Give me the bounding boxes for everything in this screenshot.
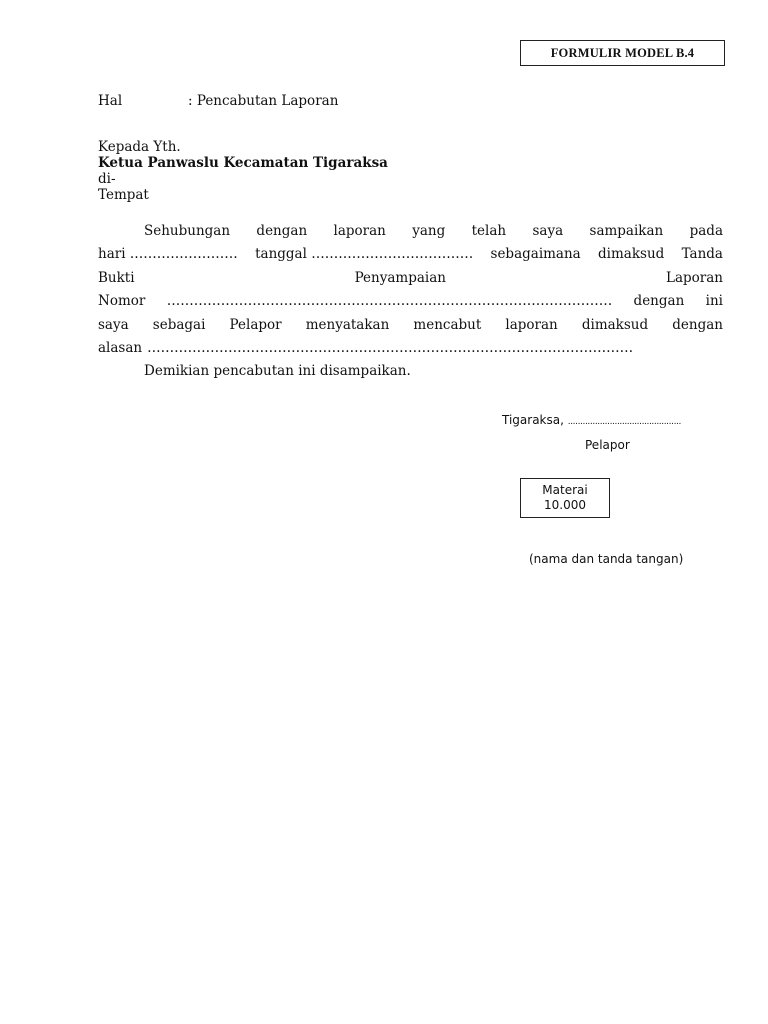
body-word: laporan [333, 223, 386, 239]
body-word: tanggal ……………………………… [255, 246, 474, 263]
signature-place-date [502, 413, 681, 427]
recipient-block [98, 139, 388, 203]
body-word: yang [412, 223, 446, 239]
recipient-greeting: Kepada Yth. [98, 139, 181, 155]
subject-line [98, 93, 338, 109]
body-word: Nomor [98, 293, 146, 310]
body-line-1 [98, 220, 723, 243]
body-word: sampaikan [589, 223, 664, 239]
body-word: saya [532, 223, 564, 239]
recipient-place: Tempat [98, 187, 149, 203]
body-word: Penyampaian [354, 269, 446, 286]
body-word: hari …………………… [98, 246, 238, 263]
closing-sentence: Demikian pencabutan ini disampaikan. [144, 363, 411, 380]
body-word: Laporan [666, 269, 723, 286]
signature-role: Pelapor [585, 438, 630, 452]
body-word: mencabut [413, 316, 482, 333]
body-word: Sehubungan [144, 223, 231, 239]
body-word: laporan [505, 316, 558, 333]
body-word: pada [689, 223, 723, 239]
body-word: alasan [98, 340, 143, 357]
body-word: sebagai [152, 316, 206, 333]
body-word: sebagaimana [490, 246, 581, 263]
body-word: ……………………………………………………………………………………………… [147, 340, 634, 357]
body-word: dengan [672, 316, 723, 333]
body-word: dimaksud [581, 316, 649, 333]
form-model-text: FORMULIR MODEL B.4 [550, 45, 695, 60]
body-word: Pelapor [229, 316, 282, 333]
form-model-label [520, 40, 725, 66]
recipient-name: Ketua Panwaslu Kecamatan Tigaraksa [98, 155, 388, 171]
body-line-3 [98, 267, 723, 290]
body-word: dengan [633, 293, 685, 310]
body-line-5 [98, 314, 723, 337]
letter-body [98, 220, 723, 384]
body-word: Tanda [681, 246, 723, 263]
body-line-2 [98, 243, 723, 266]
signature-place: Tigaraksa, [502, 413, 564, 427]
body-word: ……………………………………………………………………………………… [166, 293, 613, 310]
body-word: telah [471, 223, 507, 239]
body-line-6 [98, 337, 723, 360]
recipient-prep: di- [98, 171, 116, 187]
subject-value: : Pencabutan Laporan [188, 93, 339, 109]
body-word: ini [705, 293, 723, 310]
body-word: menyatakan [305, 316, 390, 333]
stamp-value: 10.000 [544, 498, 586, 512]
body-word: Bukti [98, 269, 135, 286]
stamp-label: Materai [542, 483, 588, 497]
subject-key: Hal [98, 93, 123, 109]
body-word: saya [98, 316, 129, 333]
body-line-4 [98, 290, 723, 313]
body-word: dengan [256, 223, 308, 239]
stamp-box [520, 478, 610, 518]
signature-date-dots: .............................................. [567, 417, 681, 427]
signature-name-note: (nama dan tanda tangan) [529, 552, 684, 566]
body-word: dimaksud [598, 246, 665, 263]
